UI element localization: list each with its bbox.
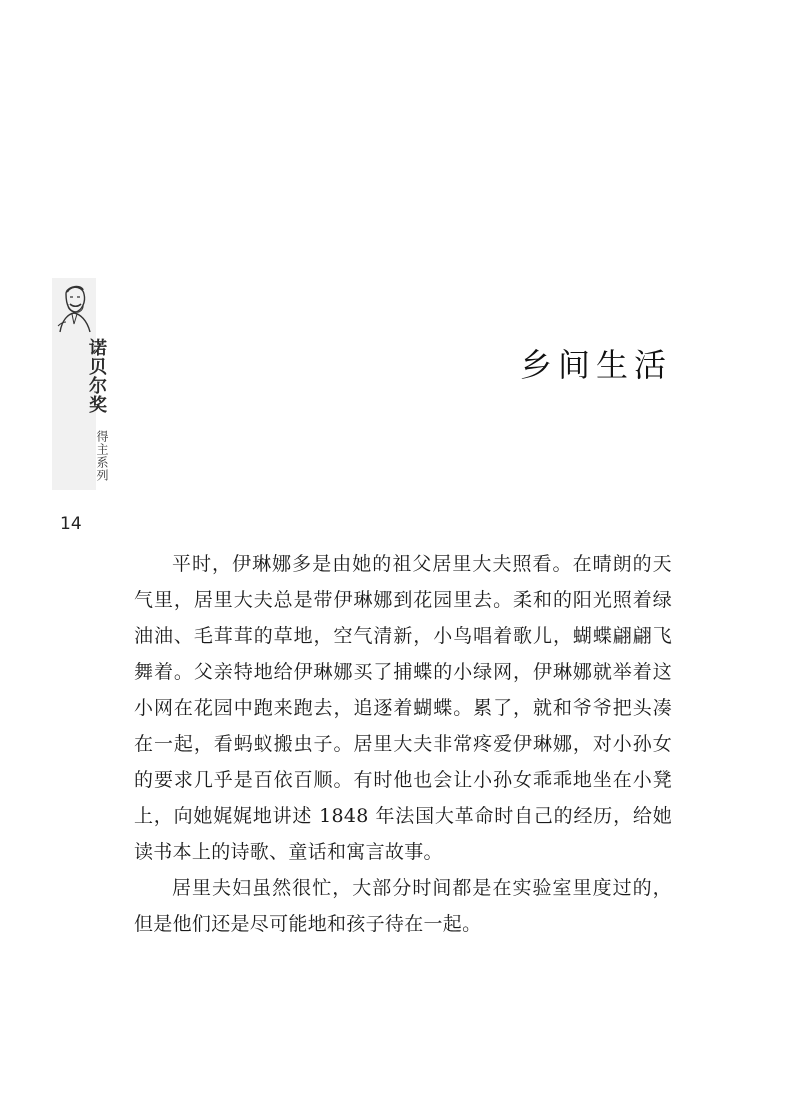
paragraph: 平时，伊琳娜多是由她的祖父居里大夫照看。在晴朗的天气里，居里大夫总是带伊琳娜到花园里去。柔和的阳光照着绿油油、毛茸茸的草地，空气清新，小鸟唱着歌儿，蝴蝶翩翩飞舞着。父亲特地给伊琳娜买了捕蝶的小绿网，伊琳娜就举着这小网在花园中跑来跑去，追逐着蝴蝶。累了，就和爷爷把头凑在一起，看蚂蚁搬虫子。居里大夫非常疼爱伊琳娜，对小孙女的要求几乎是百依百顺。有时他也会让小孙女乖乖地坐在小凳上，向她娓娓地讲述 1848 年法国大革命时自己的经历，给她读书本上的诗歌、童话和寓言故事。 [134,553,672,863]
body-text [134,546,672,942]
series-title: 诺贝尔奖 [86,338,107,414]
chapter-title: 乡间生活 [519,346,672,384]
series-subtitle: 得主系列 [95,430,109,482]
series-sidebar-tab [52,278,109,490]
paragraph: 居里夫妇虽然很忙，大部分时间都是在实验室里度过的，但是他们还是尽可能地和孩子待在一起。 [134,877,672,935]
laureate-portrait-icon [54,280,94,334]
page-number: 14 [60,514,82,534]
